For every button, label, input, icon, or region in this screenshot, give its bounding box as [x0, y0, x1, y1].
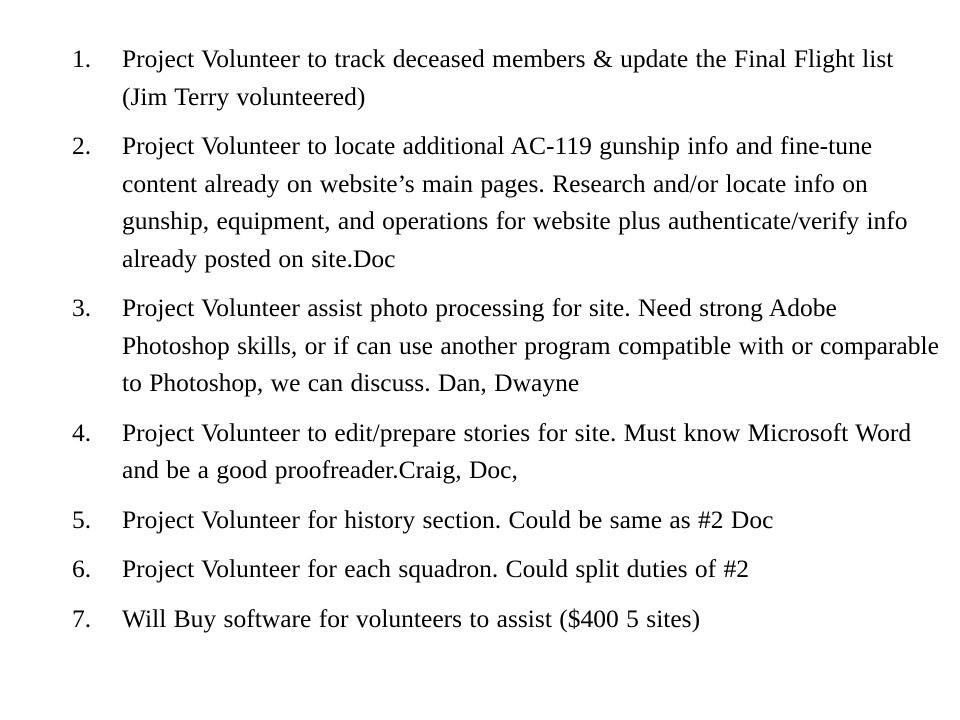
- item-number: 1.: [72, 44, 92, 73]
- item-text: Project Volunteer to edit/prepare stories for site. Must know Microsoft Word and be a good proofreader.Craig, Doc,: [122, 417, 912, 484]
- item-number: 2.: [72, 131, 92, 160]
- item-text: Project Volunteer for each squadron. Could split duties of #2: [122, 554, 750, 583]
- list-item: [72, 289, 944, 402]
- list-item: [72, 414, 944, 489]
- item-text: Project Volunteer to locate additional AC-119 gunship info and fine-tune content already on website’s main pages. Research and/or locate info on gunship, equipment, and operations for website plus authenticate/verify info already posted on site.Doc: [122, 131, 908, 273]
- list-item: [72, 501, 944, 539]
- item-text: Project Volunteer assist photo processing for site. Need strong Adobe Photoshop skills, or if can use another program compatible with or comparable to Photoshop, we can discuss. Dan, Dwayne: [122, 293, 939, 397]
- list-item: [72, 127, 944, 277]
- item-number: 3.: [72, 293, 92, 322]
- list-item: [72, 40, 944, 115]
- item-number: 6.: [72, 554, 92, 583]
- list-item: [72, 550, 944, 588]
- item-number: 5.: [72, 504, 92, 534]
- item-text: Project Volunteer for history section. Could be same as #2 Doc: [122, 504, 774, 534]
- item-number: 4.: [72, 417, 92, 447]
- item-text: Project Volunteer to track deceased members & update the Final Flight list (Jim Terry volunteered): [122, 44, 894, 111]
- item-number: 7.: [72, 603, 92, 633]
- volunteer-task-list: [72, 40, 944, 649]
- list-item: [72, 600, 944, 638]
- item-text: Will Buy software for volunteers to assist ($400 5 sites): [122, 603, 701, 633]
